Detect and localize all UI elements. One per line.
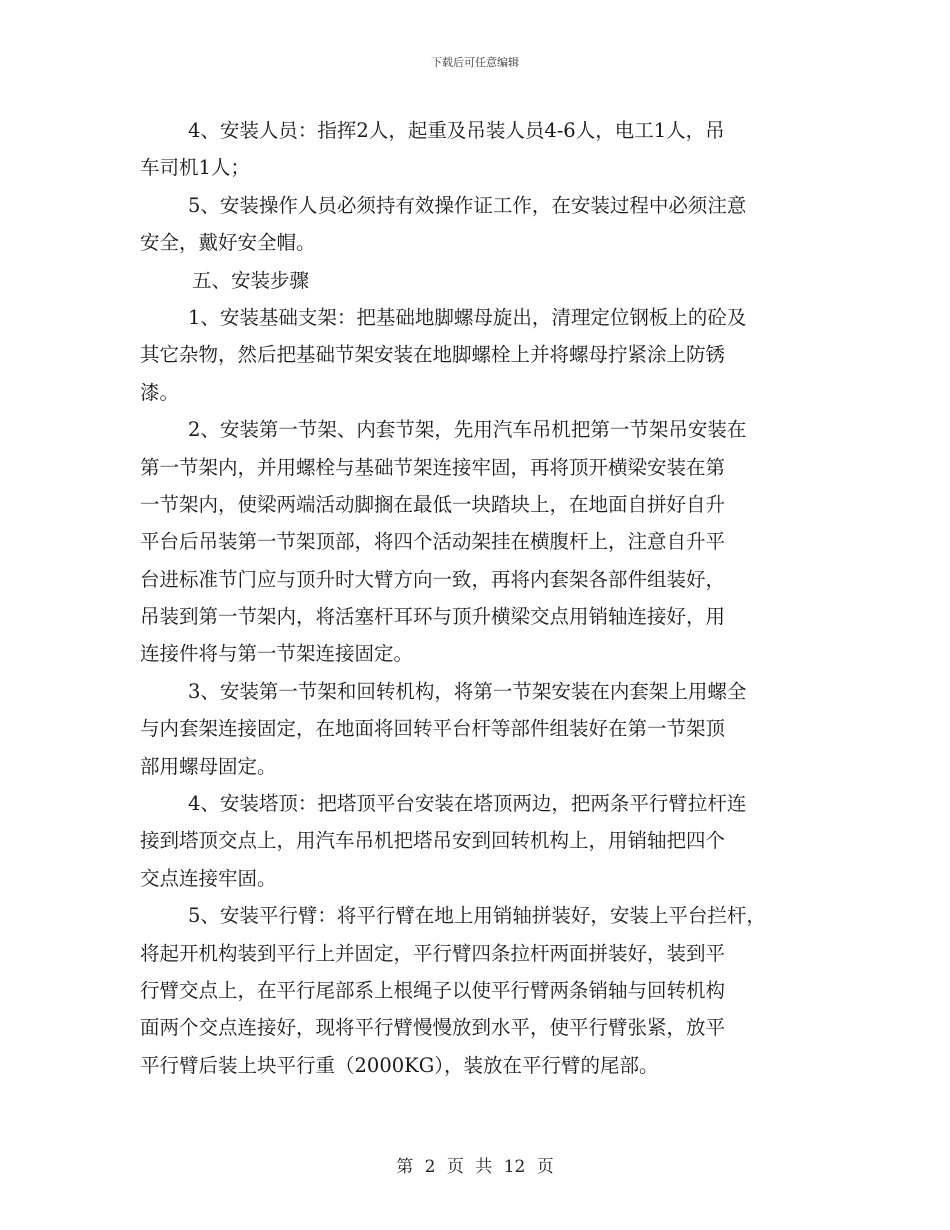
text-line: 1、安装基础支架：把基础地脚螺母旋出，清理定位钢板上的砼及: [188, 305, 747, 329]
page-footer: 第 2 页 共 12 页: [396, 1157, 554, 1177]
text-line: 接到塔顶交点上，用汽车吊机把塔吊安到回转机构上，用销轴把四个: [140, 829, 726, 853]
text-line: 其它杂物，然后把基础节架安装在地脚螺栓上并将螺母拧紧涂上防锈: [140, 343, 726, 367]
text-line: 2、安装第一节架、内套节架，先用汽车吊机把第一节架吊安装在: [188, 418, 747, 442]
document-body: [140, 112, 830, 1084]
text-line: 平行臂后装上块平行重（2000KG），装放在平行臂的尾部。: [140, 1053, 659, 1077]
text-line: 与内套架连接固定，在地面将回转平台杆等部件组装好在第一节架顶: [140, 717, 726, 741]
section-heading: 五、安装步骤: [192, 268, 310, 292]
text-line: 5、安装操作人员必须持有效操作证工作，在安装过程中必须注意: [188, 193, 747, 217]
text-line: 安全，戴好安全帽。: [140, 231, 316, 255]
text-line: 5、安装平行臂：将平行臂在地上用销轴拼装好，安装上平台拦杆，: [188, 904, 766, 928]
text-line: 行臂交点上，在平行尾部系上根绳子以使平行臂两条销轴与回转机构: [140, 978, 726, 1002]
text-line: 连接件将与第一节架连接固定。: [140, 642, 414, 666]
text-line: 3、安装第一节架和回转机构，将第一节架安装在内套架上用螺全: [188, 679, 747, 703]
text-line: 将起开机构装到平行上并固定，平行臂四条拉杆两面拼装好，装到平: [140, 941, 726, 965]
text-line: 部用螺母固定。: [140, 754, 277, 778]
text-line: 4、安装塔顶：把塔顶平台安装在塔顶两边，把两条平行臂拉杆连: [188, 792, 747, 816]
text-line: 第一节架内，并用螺栓与基础节架连接牢固，再将顶开横梁安装在第: [140, 455, 726, 479]
text-line: 交点连接牢固。: [140, 866, 277, 890]
text-line: 台进标准节门应与顶升时大臂方向一致，再将内套架各部件组装好，: [140, 567, 726, 591]
page-header: 下载后可任意编辑: [431, 56, 519, 69]
text-line: 车司机1人；: [140, 156, 250, 180]
text-line: 4、安装人员：指挥2人，起重及吊装人员4-6人，电工1人，吊: [188, 119, 725, 142]
text-line: 漆。: [140, 380, 180, 404]
text-line: 一节架内，使梁两端活动脚搁在最低一块踏块上，在地面自拼好自升: [140, 492, 726, 516]
text-line: 吊装到第一节架内，将活塞杆耳环与顶升横梁交点用销轴连接好，用: [140, 605, 726, 629]
text-line: 平台后吊装第一节架顶部，将四个活动架挂在横腹杆上，注意自升平: [140, 530, 726, 554]
text-line: 面两个交点连接好，现将平行臂慢慢放到水平，使平行臂张紧，放平: [140, 1016, 726, 1040]
